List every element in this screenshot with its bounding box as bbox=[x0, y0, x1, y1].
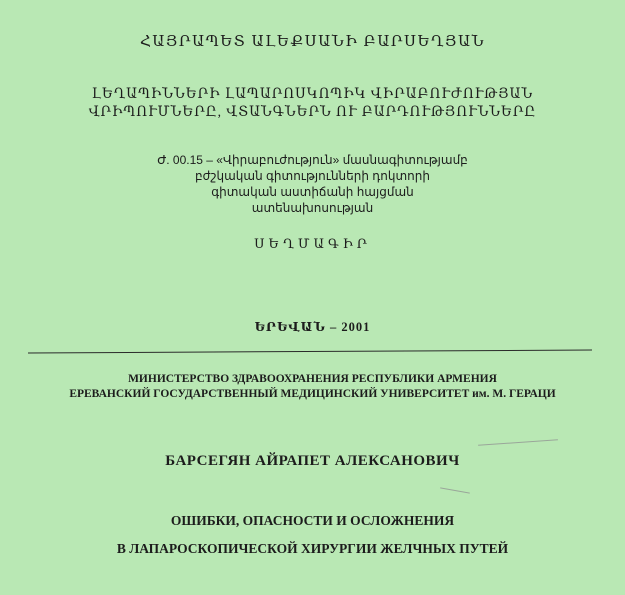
armenian-thesis-title-line-2: ՎՐԻՊՈՒՄՆԵՐԸ, ՎՏԱՆԳՆԵՐՆ ՈՒ ԲԱՐԴՈՒԹՅՈՒՆՆԵՐԸ bbox=[88, 104, 537, 119]
specialty-line-1: Ժ. 00.15 – «Վիրաբուժություն» մասնագիտությամբ bbox=[157, 153, 468, 167]
document-type: ՍԵՂՄԱԳԻՐ bbox=[254, 236, 371, 251]
russian-thesis-title-line-2: В ЛАПАРОСКОПИЧЕСКОЙ ХИРУРГИИ ЖЕЛЧНЫХ ПУТЕЙ bbox=[116, 541, 509, 556]
armenian-thesis-title-line-1: ԼԵՂԱՊԻՆՆԵՐԻ ԼԱՊԱՐՈՍԿՈՊԻԿ ՎԻՐԱԲՈՒԺՈՒԹՅԱՆ bbox=[91, 86, 534, 101]
paper-scratch-mark bbox=[478, 439, 558, 446]
russian-author-name: БАРСЕГЯН АЙРАПЕТ АЛЕКСАНОВИЧ bbox=[165, 453, 460, 469]
specialty-line-3: գիտական աստիճանի հայցման bbox=[211, 185, 414, 199]
specialty-line-4: ատենախոսության bbox=[251, 201, 374, 215]
section-divider bbox=[28, 350, 592, 354]
armenian-author-name: ՀԱՅՐԱՊԵՏ ԱԼԵՔՍԱՆԻ ԲԱՐՍԵՂՅԱՆ bbox=[139, 34, 486, 50]
specialty-line-2: բժշկական գիտությունների դոկտորի bbox=[195, 169, 430, 183]
russian-thesis-title-line-1: ОШИБКИ, ОПАСНОСТИ И ОСЛОЖНЕНИЯ bbox=[170, 513, 455, 528]
paper-scratch-mark bbox=[440, 487, 470, 493]
ministry-name: МИНИСТЕРСТВО ЗДРАВООХРАНЕНИЯ РЕСПУБЛИКИ АРМЕНИЯ bbox=[128, 373, 497, 385]
university-name: ЕРЕВАНСКИЙ ГОСУДАРСТВЕННЫЙ МЕДИЦИНСКИЙ УНИВЕРСИТЕТ им. М. ГЕРАЦИ bbox=[69, 388, 556, 400]
city-year: ԵՐԵՎԱՆ – 2001 bbox=[254, 320, 371, 334]
